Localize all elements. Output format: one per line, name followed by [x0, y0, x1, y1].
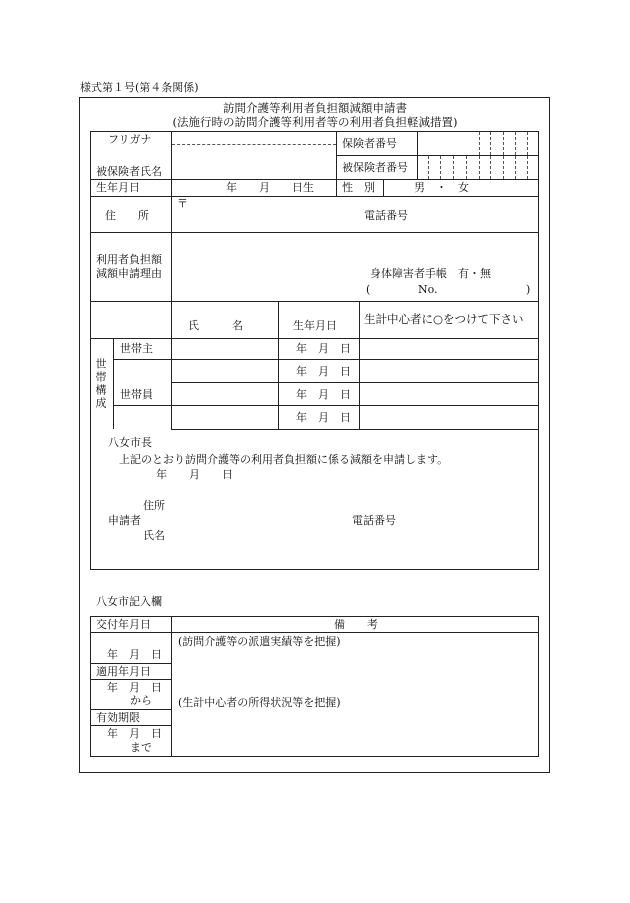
reason-label-2: 減額申請理由	[96, 267, 162, 280]
form-number: 様式第１号(第４条関係)	[80, 81, 199, 94]
postal-mark: 〒	[177, 197, 188, 210]
from-label: から	[130, 694, 152, 707]
disability-notebook: 身体障害者手帳 有・無	[370, 267, 491, 280]
sex-options: 男 ・ 女	[414, 181, 469, 194]
until-label: まで	[130, 741, 152, 754]
insured-number-label: 被保険者番号	[342, 161, 408, 174]
birthdate-label: 生年月日	[96, 181, 140, 194]
insured-name-label: 被保険者氏名	[96, 165, 162, 178]
form-subtitle: (法施行時の訪問介護等利用者等の利用者負担軽減措置)	[172, 115, 458, 129]
remarks-note-2: (生計中心者の所得状況等を把握)	[178, 696, 341, 709]
applicant-phone-label: 電話番号	[352, 514, 396, 527]
phone-label: 電話番号	[364, 209, 408, 222]
form-title: 訪問介護等利用者負担額減額申請書	[223, 101, 407, 115]
birth-header: 生年月日	[293, 319, 337, 332]
valid-period-label: 有効期限	[96, 711, 140, 724]
applicant-label: 申請者	[108, 514, 141, 527]
sex-label: 性 別	[342, 181, 375, 194]
furigana-label: フリガナ	[108, 133, 152, 146]
applicant-name-label: 氏名	[143, 529, 165, 542]
address-label: 住 所	[105, 209, 149, 222]
valid-period-ymd: 年 月 日	[107, 727, 162, 740]
member-label: 世帯員	[120, 388, 153, 401]
insurer-number-label: 保険者番号	[342, 137, 397, 150]
notebook-close: )	[526, 283, 531, 296]
issue-date-label: 交付年月日	[96, 618, 151, 631]
remarks-note-1: (訪問介護等の派遣実績等を把握)	[178, 635, 341, 648]
reason-label-1: 利用者負担額	[96, 253, 162, 266]
addressee: 八女市長	[108, 436, 152, 449]
head-birth: 年 月 日	[296, 342, 351, 355]
name-header: 氏 名	[188, 319, 243, 332]
remarks-header: 備 考	[334, 618, 378, 631]
member1-birth: 年 月 日	[296, 365, 351, 378]
birthdate-format: 年 月 日生	[226, 181, 314, 194]
notebook-no-label: No.	[418, 283, 438, 296]
notebook-open: (	[366, 283, 371, 296]
applicant-address-label: 住所	[143, 499, 165, 512]
apply-date-label: 適用年月日	[96, 665, 151, 678]
household-section-label: 世帯構成	[94, 358, 107, 410]
member2-birth: 年 月 日	[296, 388, 351, 401]
declaration: 上記のとおり訪問介護等の利用者負担額に係る減額を申請します。	[119, 453, 449, 466]
issue-date-ymd: 年 月 日	[107, 648, 162, 661]
main-earner-note: 生計中心者に○をつけて下さい	[364, 312, 524, 326]
member3-birth: 年 月 日	[296, 411, 351, 424]
city-section-label: 八女市記入欄	[96, 595, 162, 608]
apply-date-ymd: 年 月 日	[107, 681, 162, 694]
head-label: 世帯主	[120, 342, 153, 355]
date-line: 年 月 日	[156, 468, 233, 481]
